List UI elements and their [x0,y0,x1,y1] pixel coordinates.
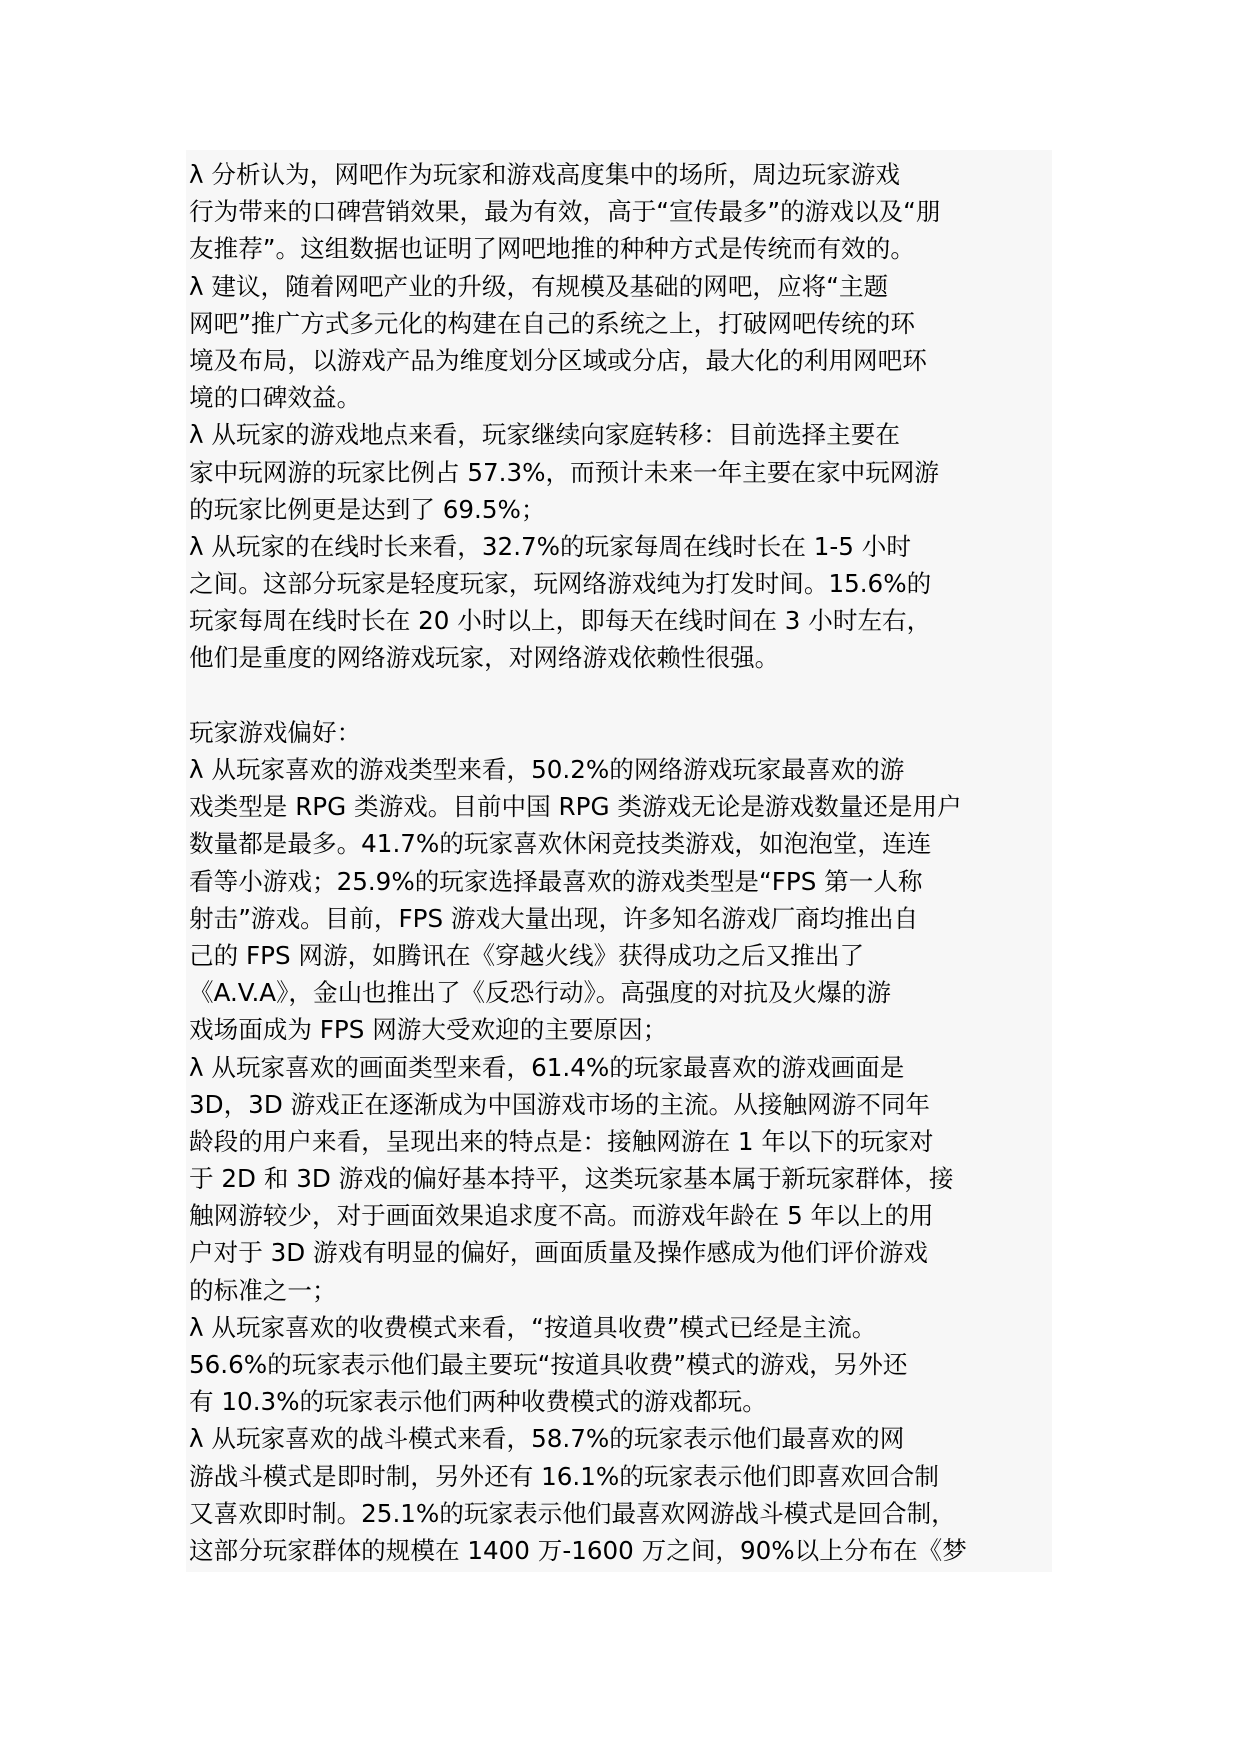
text-line: 户对于 3D 游戏有明显的偏好，画面质量及操作感成为他们评价游戏 [189,1238,928,1268]
text-line: 戏场面成为 FPS 网游大受欢迎的主要原因； [189,1015,668,1045]
text-line: 这部分玩家群体的规模在 1400 万-1600 万之间，90%以上分布在《梦 [189,1535,967,1565]
text-line: λ 从玩家喜欢的游戏类型来看，50.2%的网络游戏玩家最喜欢的游 [189,755,905,784]
text-line: 网吧”推广方式多元化的构建在自己的系统之上，打破网吧传统的环 [189,308,915,338]
text-line: 之间。这部分玩家是轻度玩家，玩网络游戏纯为打发时间。15.6%的 [189,569,932,599]
text-line: 触网游较少，对于画面效果追求度不高。而游戏年龄在 5 年以上的用 [189,1201,934,1231]
text-line: 的玩家比例更是达到了 69.5%； [189,494,546,524]
text-line: 有 10.3%的玩家表示他们两种收费模式的游戏都玩。 [189,1387,767,1417]
text-line: λ 从玩家喜欢的画面类型来看，61.4%的玩家最喜欢的游戏画面是 [189,1052,905,1082]
text-line: 看等小游戏；25.9%的玩家选择最喜欢的游戏类型是“FPS 第一人称 [189,866,923,896]
text-line: 己的 FPS 网游，如腾讯在《穿越火线》获得成功之后又推出了 [189,940,865,970]
text-line: 的标准之一； [189,1275,337,1305]
text-line: 56.6%的玩家表示他们最主要玩“按道具收费”模式的游戏，另外还 [189,1350,908,1379]
text-line: 又喜欢即时制。25.1%的玩家表示他们最喜欢网游战斗模式是回合制， [189,1498,956,1528]
text-line: 龄段的用户来看，呈现出来的特点是：接触网游在 1 年以下的玩家对 [189,1126,934,1156]
text-line: 玩家每周在线时长在 20 小时以上，即每天在线时间在 3 小时左右， [189,606,932,636]
text-line: 友推荐”。这组数据也证明了网吧地推的种种方式是传统而有效的。 [189,234,915,264]
text-line: 3D，3D 游戏正在逐渐成为中国游戏市场的主流。从接触网游不同年 [189,1089,931,1119]
text-line: λ 从玩家的游戏地点来看，玩家继续向家庭转移：目前选择主要在 [189,420,900,450]
text-line: 数量都是最多。41.7%的玩家喜欢休闲竞技类游戏，如泡泡堂，连连 [189,829,932,859]
text-line: 境及布局，以游戏产品为维度划分区域或分店，最大化的利用网吧环 [189,345,927,375]
text-line: 境的口碑效益。 [189,383,362,413]
text-line: λ 从玩家的在线时长来看，32.7%的玩家每周在线时长在 1-5 小时 [189,531,911,561]
text-line: 射击”游戏。目前，FPS 游戏大量出现，许多知名游戏厂商均推出自 [189,903,919,933]
blank-line [186,677,1052,714]
text-line: λ 分析认为，网吧作为玩家和游戏高度集中的场所，周边玩家游戏 [189,160,900,189]
text-line: 游战斗模式是即时制，另外还有 16.1%的玩家表示他们即喜欢回合制 [189,1461,939,1491]
text-line: 他们是重度的网络游戏玩家，对网络游戏依赖性很强。 [189,643,780,673]
section-heading: 玩家游戏偏好： [189,717,362,747]
text-line: λ 从玩家喜欢的收费模式来看，“按道具收费”模式已经是主流。 [189,1312,877,1342]
text-line: 行为带来的口碑营销效果，最为有效，高于“宣传最多”的游戏以及“朋 [189,197,941,227]
text-line: 《A.V.A》，金山也推出了《反恐行动》。高强度的对抗及火爆的游 [189,978,891,1008]
text-line: 家中玩网游的玩家比例占 57.3%，而预计未来一年主要在家中玩网游 [189,457,939,487]
text-line: λ 建议，随着网吧产业的升级，有规模及基础的网吧，应将“主题 [189,271,889,301]
text-line: 于 2D 和 3D 游戏的偏好基本持平，这类玩家基本属于新玩家群体，接 [189,1164,954,1194]
document-text-block [186,150,1052,1572]
text-line: λ 从玩家喜欢的战斗模式来看，58.7%的玩家表示他们最喜欢的网 [189,1424,905,1454]
text-line: 戏类型是 RPG 类游戏。目前中国 RPG 类游戏无论是游戏数量还是用户 [189,792,962,822]
